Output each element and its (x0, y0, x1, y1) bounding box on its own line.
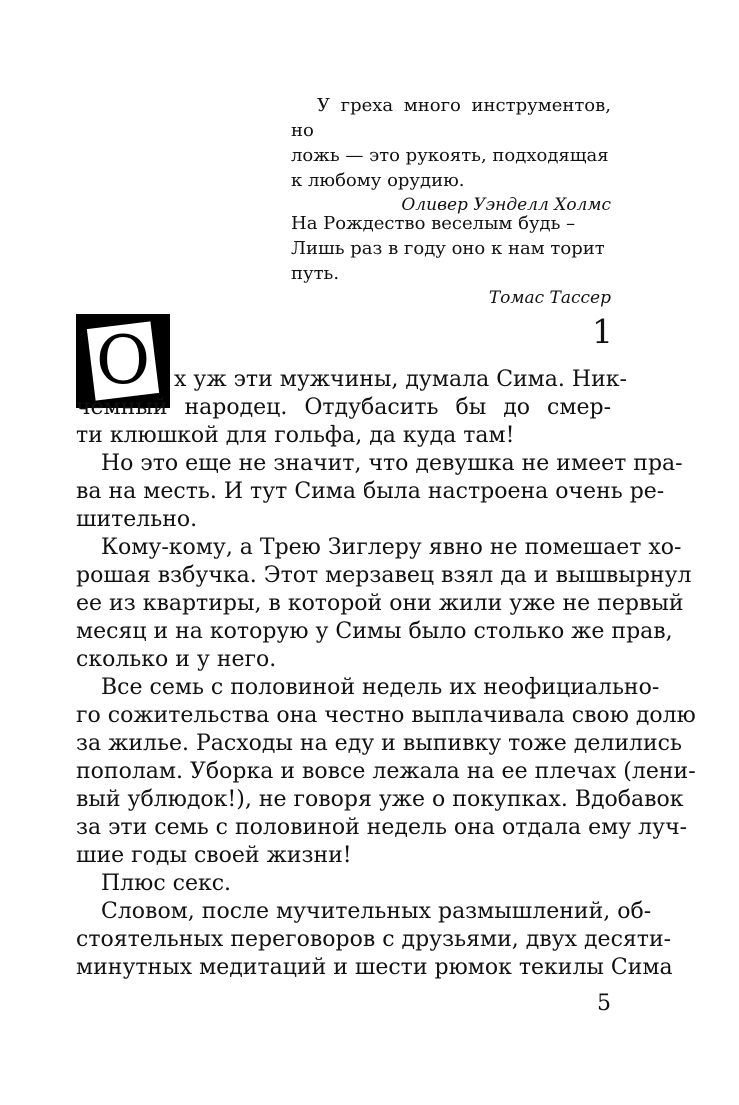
drop-cap-letter: О (95, 322, 151, 399)
body-line: шие годы своей жизни! (76, 843, 352, 868)
body-line: минутных медитаций и шести рюмок текилы Сима (76, 955, 673, 980)
body-line: Словом, после мучительных размышлений, об- (101, 899, 652, 924)
body-line: го сожительства она честно выплачивала свою долю (76, 703, 696, 728)
body-line: за эти семь с половиной недель она отдала ему луч- (76, 815, 688, 840)
body-line: рошая взбучка. Этот мерзавец взял да и вышвырнул (76, 563, 692, 588)
body-line: сколько и у него. (76, 647, 277, 672)
body-line: вый ублюдок!), не говоря уже о покупках. Вдобавок (76, 787, 684, 812)
epigraph-holmes (291, 93, 611, 218)
body-line: Кому-кому, а Трею Зиглеру явно не помешает хо- (101, 535, 682, 560)
body-line: х уж эти мужчины, думала Сима. Ник- (174, 367, 627, 392)
body-line: Все семь с половиной недель их неофициально- (101, 675, 660, 700)
epigraph-author: Оливер Уэнделл Холмс (401, 195, 611, 215)
epigraph-tusser (291, 211, 611, 311)
body-line: стоятельных переговоров с друзьями, двух десяти- (76, 927, 672, 952)
body-line: ти клюшкой для гольфа, да куда там! (76, 423, 515, 448)
body-line: шительно. (76, 507, 198, 532)
body-line: месяц и на которую у Симы было столько же прав, (76, 619, 673, 644)
chapter-number: 1 (592, 312, 613, 351)
body-line: Плюс секс. (101, 871, 232, 896)
body-line: чемный народец. Отдубасить бы до смер- (76, 395, 611, 420)
epigraph-poem: На Рождество веселым будь – Лишь раз в году оно к нам торит путь. (291, 213, 605, 284)
body-line: пополам. Уборка и вовсе лежала на ее плечах (лени- (76, 759, 696, 784)
epigraph-author: Томас Тассер (488, 288, 611, 308)
body-line: ва на месть. И тут Сима была настроена очень ре- (76, 479, 665, 504)
body-line: за жилье. Расходы на еду и выпивку тоже делились (76, 731, 682, 756)
epigraph-quote: У греха много инструментов, но ложь — это рукоять, подходящая к любому орудию. (291, 95, 611, 191)
body-line: Но это еще не значит, что девушка не имеет пра- (101, 451, 683, 476)
page-number: 5 (597, 991, 611, 1016)
body-line: ее из квартиры, в которой они жили уже не первый (76, 591, 684, 616)
